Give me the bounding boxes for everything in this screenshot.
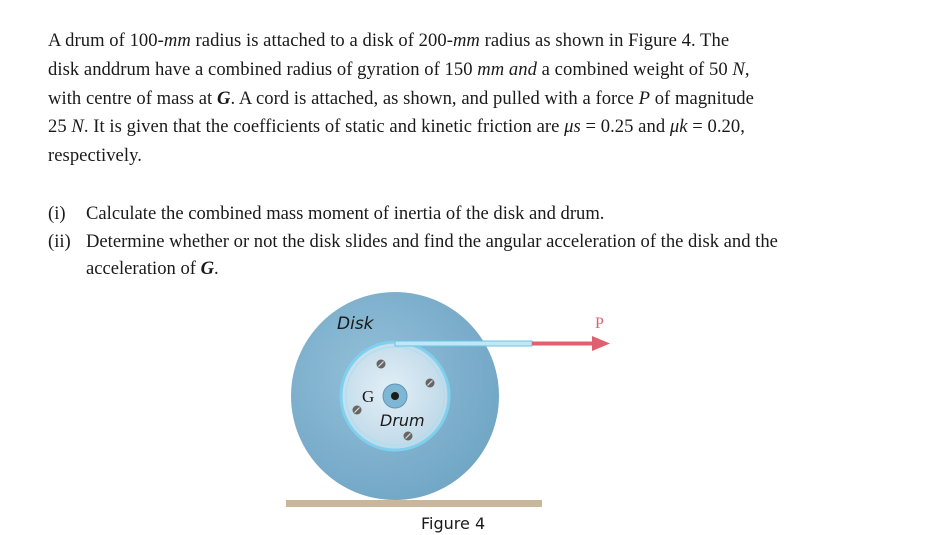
question-text: [86, 255, 219, 283]
text: .: [214, 258, 219, 279]
question-number: (i): [48, 203, 66, 224]
question-number: (ii): [48, 230, 71, 252]
text: A drum of 100-: [48, 30, 164, 51]
symbol-mu-k: μk: [669, 116, 688, 138]
disk-label: Disk: [337, 314, 374, 334]
problem-line-2: [48, 56, 868, 85]
cord: [395, 341, 532, 346]
unit-mm: mm: [163, 30, 191, 51]
question-2-continued: [48, 255, 778, 283]
bolt-icon: [353, 406, 362, 415]
text: ,: [744, 58, 750, 80]
text: a combined weight of 50: [536, 58, 733, 80]
question-text: Determine whether or not the disk slides and find the angular acceleration of the disk and the: [86, 230, 778, 252]
symbol-g: G: [200, 258, 215, 279]
text: radius is attached to a disk of 200-: [190, 30, 453, 51]
disk-drum-diagram: [280, 290, 604, 535]
center-g-dot: [391, 392, 399, 400]
unit-newton: N: [71, 116, 84, 138]
bolt-icon: [377, 360, 386, 369]
text: 25: [48, 116, 72, 138]
problem-line-4: [48, 113, 868, 142]
force-p-label: P: [595, 315, 604, 332]
question-text: Calculate the combined mass moment of inertia of the disk and drum.: [86, 203, 605, 224]
text: of magnitude: [650, 87, 754, 109]
problem-line-5: respectively.: [48, 145, 142, 167]
problem-line-3: [48, 85, 868, 114]
bolt-icon: [426, 379, 435, 388]
text: disk anddrum have a combined radius of gyration of 150: [48, 58, 478, 80]
question-list: [48, 200, 778, 283]
question-1: [48, 200, 778, 228]
center-g-label: G: [362, 387, 375, 406]
symbol-p: P: [638, 87, 651, 109]
bolt-icon: [404, 432, 413, 441]
text: radius as shown in Figure 4. The: [479, 30, 730, 51]
text: with centre of mass at: [48, 87, 217, 109]
unit-mm: mm: [452, 30, 480, 51]
unit-newton: N: [732, 58, 745, 80]
problem-line-1: [48, 27, 868, 56]
unit-mm: mm and: [477, 58, 537, 80]
symbol-mu-s: μs: [564, 116, 581, 138]
figure-caption: Figure 4: [421, 514, 486, 533]
text: acceleration of: [86, 258, 201, 279]
text: . A cord is attached, as shown, and pulled with a force: [230, 87, 639, 109]
text: = 0.25 and: [580, 116, 670, 138]
question-2: [48, 228, 778, 256]
symbol-g: G: [216, 87, 231, 109]
drum-label: Drum: [380, 411, 425, 430]
ground: [286, 500, 542, 507]
text: = 0.20,: [687, 116, 745, 138]
force-arrow-head: [592, 336, 610, 351]
text: . It is given that the coefficients of static and kinetic friction are: [83, 116, 565, 138]
figure-4: [280, 290, 604, 535]
problem-statement: [48, 27, 868, 171]
